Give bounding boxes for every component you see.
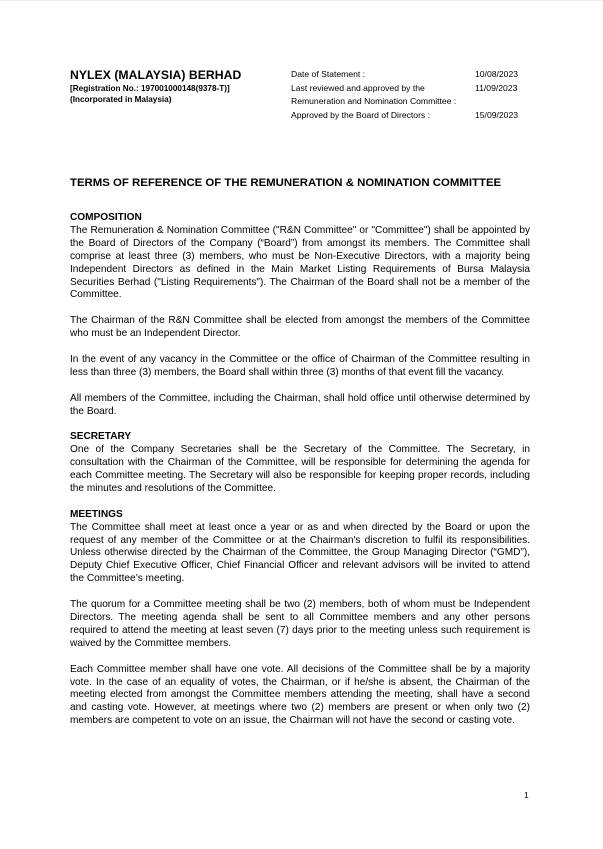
meta-label: Date of Statement : [291, 69, 366, 79]
document-title: TERMS OF REFERENCE OF THE REMUNERATION & NOMINATION COMMITTEE [70, 177, 502, 189]
document-meta [291, 68, 531, 122]
paragraph: The Committee shall meet at least once a year or as and when directed by the Board or upon the request of any member of the Committee or at the Chairman's discretion to fulfil its responsibilities. Unless otherwise directed by the Chairman of the Committee, the Group Managing Director (“GMD”), Deputy Chief Executive Officer, Chief Financial Officer and relevant advisors will be invited to attend the Committee’s meeting. [70, 521, 530, 585]
section-heading: MEETINGS [70, 508, 123, 520]
meta-label: Approved by the Board of Directors : [291, 109, 431, 120]
meta-value: 10/08/2023 [475, 69, 519, 79]
paragraph: The Remuneration & Nomination Committee ("R&N Committee" or "Committee") shall be appointed by the Board of Directors of the Company (“Board”) from amongst its members. The Committee shall comprise at least three (3) members, who must be Non-Executive Directors, with a majority being Independent Directors as defined in the Main Market Listing Requirements of Bursa Malaysia Securities Berhad ("Listing Requirements"). The Chairman of the Board shall not be a member of the Committee. [70, 224, 530, 301]
document-page [0, 1, 603, 849]
paragraph: The quorum for a Committee meeting shall be two (2) members, both of whom must be Independent Directors. The meeting agenda shall be sent to all Committee members and any other persons required to attend the meeting at least seven (7) days prior to the meeting unless such requirement is waived by the Committee members. [70, 599, 530, 649]
registration-number: [Registration No.: 197001000148(9378-T)] [70, 84, 230, 93]
paragraph: One of the Company Secretaries shall be the Secretary of the Committee. The Secretary, in consultation with the Chairman of the Committee, will be responsible for determining the agenda for each Committee meeting. The Secretary will also be responsible for keeping proper records, including the minutes and resolutions of the Committee. [70, 444, 530, 494]
company-block [70, 68, 290, 105]
meta-label: Last reviewed and approved by the Remuneration and Nomination Committee : [291, 82, 457, 107]
meta-row-last-reviewed [291, 82, 531, 109]
meta-row-date-of-statement [291, 68, 531, 82]
section-secretary [70, 431, 530, 496]
paragraph: The Chairman of the R&N Committee shall be elected from amongst the members of the Committee who must be an Independent Director. [70, 315, 530, 340]
section-meetings [70, 509, 530, 728]
meta-value: 11/09/2023 [475, 82, 518, 93]
company-name: NYLEX (MALAYSIA) BERHAD [70, 68, 242, 82]
incorporation-note: (Incorporated in Malaysia) [70, 95, 172, 104]
section-heading: SECRETARY [70, 431, 132, 443]
paragraph: All members of the Committee, including the Chairman, shall hold office until otherwise determined by the Board. [70, 392, 530, 417]
paragraph: In the event of any vacancy in the Committee or the office of Chairman of the Committee resulting in less than three (3) members, the Board shall within three (3) months of that event fill the vacancy. [70, 353, 530, 378]
document-body [70, 212, 530, 741]
meta-value: 15/09/2023 [475, 109, 519, 120]
meta-row-board-approved [291, 109, 531, 123]
section-heading: COMPOSITION [70, 212, 142, 223]
section-composition [70, 212, 530, 418]
page-number: 1 [524, 790, 529, 800]
paragraph: Each Committee member shall have one vote. All decisions of the Committee shall be by a majority vote. In the case of an equality of votes, the Chairman, or if he/she is absent, the Chairman of the meeting elected from amongst the Committee members attending the meeting, shall have a second and casting vote. However, at meetings where two (2) members are present or when only two (2) members are competent to vote on an issue, the Chairman will not have the second or casting vote. [70, 663, 530, 727]
